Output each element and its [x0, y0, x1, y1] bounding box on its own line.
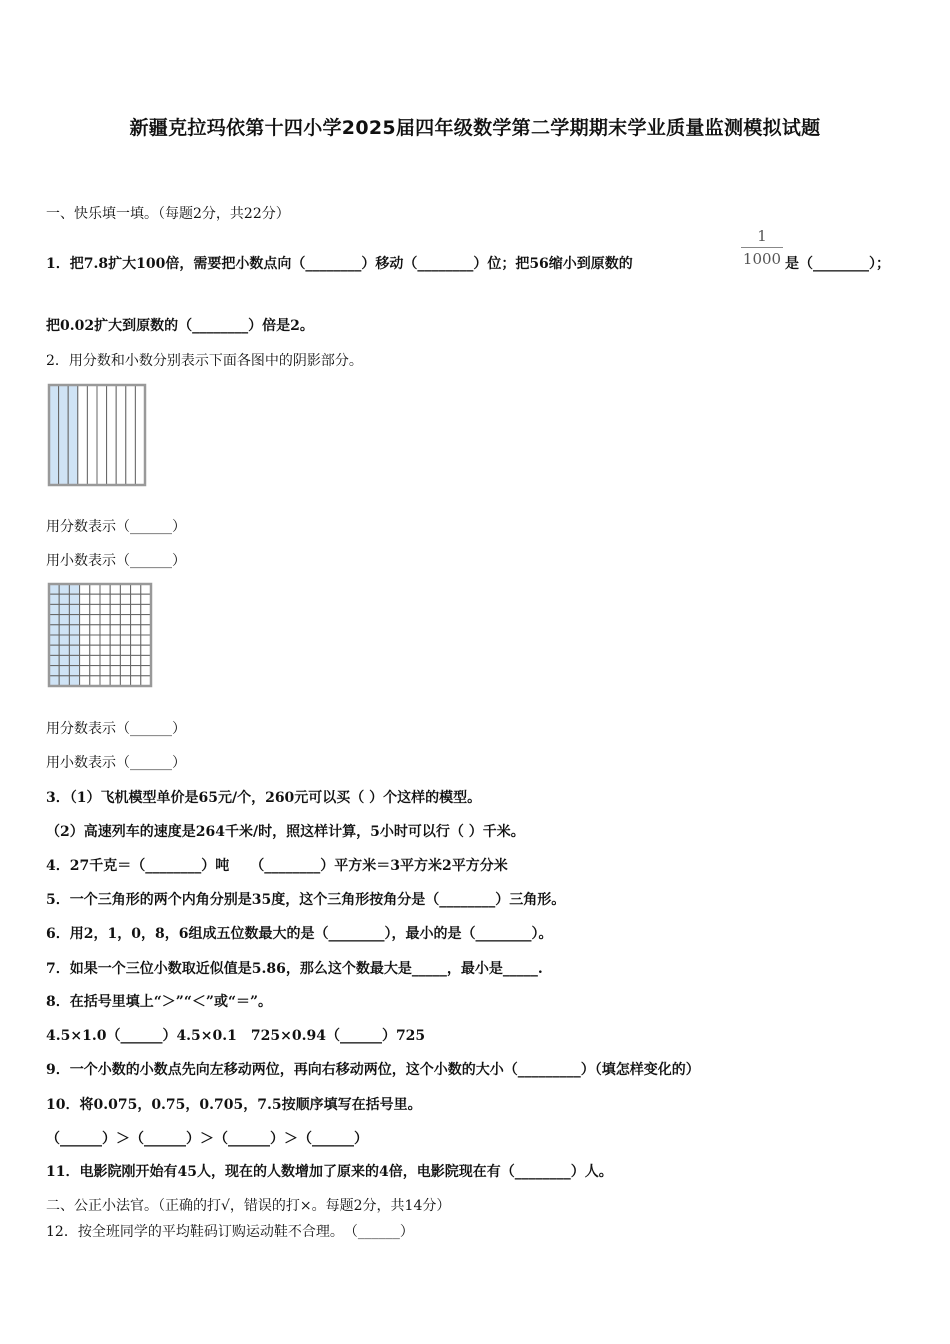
grid-cell — [49, 676, 59, 686]
grid-cell — [49, 604, 59, 614]
grid-cell — [59, 604, 69, 614]
q10-line-2: （______）＞（______）＞（______）＞（______） — [46, 1131, 368, 1147]
grid-cell — [80, 655, 90, 665]
q2-text: 2．用分数和小数分别表示下面各图中的阴影部分。 — [46, 353, 363, 369]
grid-cell — [120, 615, 130, 625]
grid-cell — [100, 604, 110, 614]
grid-cell — [59, 676, 69, 686]
grid-cell — [141, 584, 151, 594]
grid-cell — [69, 666, 79, 676]
page-title: 新疆克拉玛依第十四小学2025届四年级数学第二学期期末学业质量监测模拟试题 — [129, 117, 821, 139]
grid-cell — [141, 635, 151, 645]
grid-cell — [69, 584, 79, 594]
grid-cell — [100, 594, 110, 604]
grid-cell — [120, 666, 130, 676]
grid-cell — [49, 584, 59, 594]
grid-cell — [90, 594, 100, 604]
grid-cell — [59, 594, 69, 604]
grid-cell — [100, 625, 110, 635]
grid-cell — [100, 635, 110, 645]
grid-cell — [69, 594, 79, 604]
grid-cell — [90, 584, 100, 594]
grid-cell — [49, 645, 59, 655]
strip-cell — [49, 385, 59, 485]
grid-cell — [69, 655, 79, 665]
grid-cell — [59, 645, 69, 655]
grid-cell — [80, 594, 90, 604]
q1-fraction — [741, 226, 783, 269]
grid-cell — [110, 655, 120, 665]
grid-cell — [49, 594, 59, 604]
q2-fig2-fraction-answer: 用分数表示（______） — [46, 721, 186, 737]
grid-cell — [110, 666, 120, 676]
grid-cell — [141, 666, 151, 676]
grid-cell — [80, 676, 90, 686]
strip-cell — [126, 385, 136, 485]
grid-cell — [141, 655, 151, 665]
q2-fig1-decimal-answer: 用小数表示（______） — [46, 553, 186, 569]
grid-cell — [141, 594, 151, 604]
figure-column-strips — [46, 382, 148, 488]
strip-cell — [87, 385, 97, 485]
grid-cell — [131, 594, 141, 604]
grid-cell — [131, 676, 141, 686]
grid-cell — [59, 635, 69, 645]
q1-text-part-b: 是（________）； — [785, 256, 890, 272]
grid-cell — [110, 594, 120, 604]
q3-part-2: （2）高速列车的速度是264千米/时，照这样计算，5小时可以行（ ）千米。 — [46, 824, 525, 840]
grid-cell — [100, 645, 110, 655]
grid-cell — [120, 625, 130, 635]
grid-cell — [59, 584, 69, 594]
grid-cell — [90, 635, 100, 645]
grid-cell — [110, 635, 120, 645]
q8-line-2: 4.5×1.0（______）4.5×0.1 725×0.94（______）725 — [46, 1028, 426, 1044]
grid-cell — [69, 635, 79, 645]
grid-cell — [100, 655, 110, 665]
q1-text-part-a: 1．把7.8扩大100倍，需要把小数点向（________）移动（________）位；把56缩小到原数的 — [46, 256, 633, 272]
grid-cell — [120, 594, 130, 604]
grid-cell — [59, 625, 69, 635]
strip-cell — [78, 385, 88, 485]
grid-cell — [80, 666, 90, 676]
fraction-denominator: 1000 — [742, 250, 782, 268]
grid-cell — [90, 655, 100, 665]
grid-cell — [69, 645, 79, 655]
grid-cell — [90, 666, 100, 676]
q1-line-2: 把0.02扩大到原数的（________）倍是2。 — [46, 318, 314, 334]
grid-cell — [141, 615, 151, 625]
fraction-bar — [741, 247, 783, 248]
grid-cell — [69, 676, 79, 686]
grid-cell — [90, 625, 100, 635]
grid-cell — [49, 635, 59, 645]
grid-cell — [80, 635, 90, 645]
grid-cell — [141, 625, 151, 635]
grid-cell — [110, 584, 120, 594]
grid-cell — [100, 676, 110, 686]
grid-cell — [120, 635, 130, 645]
grid-cell — [110, 676, 120, 686]
grid-cell — [69, 604, 79, 614]
q3-part-1: 3．（1）飞机模型单价是65元/个，260元可以买（ ）个这样的模型。 — [46, 790, 482, 806]
strip-cell — [59, 385, 69, 485]
grid-cell — [90, 676, 100, 686]
q8-text: 8．在括号里填上“＞”“＜”或“＝”。 — [46, 994, 273, 1010]
grid-cell — [131, 604, 141, 614]
grid-cell — [110, 625, 120, 635]
grid-cell — [131, 615, 141, 625]
grid-cell — [59, 666, 69, 676]
strip-cell — [107, 385, 117, 485]
grid-cell — [131, 666, 141, 676]
grid-cell — [131, 635, 141, 645]
q10-text: 10．将0.075，0.75，0.705，7.5按顺序填写在括号里。 — [46, 1097, 422, 1113]
grid-cell — [120, 676, 130, 686]
grid-cell — [80, 615, 90, 625]
q2-fig1-fraction-answer: 用分数表示（______） — [46, 519, 186, 535]
grid-cell — [69, 625, 79, 635]
grid-cell — [141, 645, 151, 655]
grid-cell — [110, 615, 120, 625]
grid-cell — [59, 655, 69, 665]
grid-cell — [120, 604, 130, 614]
grid-cell — [110, 604, 120, 614]
grid-cell — [59, 615, 69, 625]
grid-cell — [90, 604, 100, 614]
q5-text: 5．一个三角形的两个内角分别是35度，这个三角形按角分是（________）三角形。 — [46, 892, 566, 908]
grid-cell — [141, 676, 151, 686]
grid-cell — [80, 625, 90, 635]
grid-cell — [131, 625, 141, 635]
q12-text: 12．按全班同学的平均鞋码订购运动鞋不合理。 （______） — [46, 1224, 414, 1240]
grid-cell — [120, 645, 130, 655]
q9-text: 9．一个小数的小数点先向左移动两位，再向右移动两位，这个小数的大小（_________）（填怎样变化的） — [46, 1062, 700, 1078]
grid-cell — [120, 655, 130, 665]
grid-cell — [131, 584, 141, 594]
grid-cell — [131, 655, 141, 665]
q6-text: 6．用2，1，0，8，6组成五位数最大的是（________），最小的是（________）。 — [46, 926, 553, 942]
grid-cell — [100, 666, 110, 676]
strip-cell — [97, 385, 107, 485]
strip-cell — [135, 385, 145, 485]
grid-cell — [49, 615, 59, 625]
grid-cell — [90, 645, 100, 655]
section-1-heading: 一、快乐填一填。（每题2分，共22分） — [46, 206, 290, 222]
grid-cell — [90, 615, 100, 625]
grid-cell — [49, 625, 59, 635]
grid-cell — [80, 645, 90, 655]
figure-hundred-grid — [46, 581, 154, 689]
q4-text: 4．27千克＝（________）吨 （________）平方米＝3平方米2平方分米 — [46, 858, 508, 874]
grid-cell — [80, 604, 90, 614]
section-2-heading: 二、公正小法官。（正确的打√，错误的打×。每题2分，共14分） — [46, 1198, 451, 1214]
grid-cell — [141, 604, 151, 614]
strip-cell — [116, 385, 126, 485]
grid-cell — [80, 584, 90, 594]
grid-cell — [120, 584, 130, 594]
grid-cell — [100, 615, 110, 625]
fraction-numerator: 1 — [757, 227, 767, 245]
strip-cell — [68, 385, 78, 485]
grid-cell — [69, 615, 79, 625]
grid-cell — [100, 584, 110, 594]
q11-text: 11．电影院刚开始有45人，现在的人数增加了原来的4倍，电影院现在有（________）人。 — [46, 1164, 613, 1180]
q7-text: 7．如果一个三位小数取近似值是5.86，那么这个数最大是_____，最小是_____. — [46, 961, 543, 977]
grid-cell — [131, 645, 141, 655]
grid-cell — [49, 666, 59, 676]
grid-cell — [110, 645, 120, 655]
q2-fig2-decimal-answer: 用小数表示（______） — [46, 755, 186, 771]
grid-cell — [49, 655, 59, 665]
